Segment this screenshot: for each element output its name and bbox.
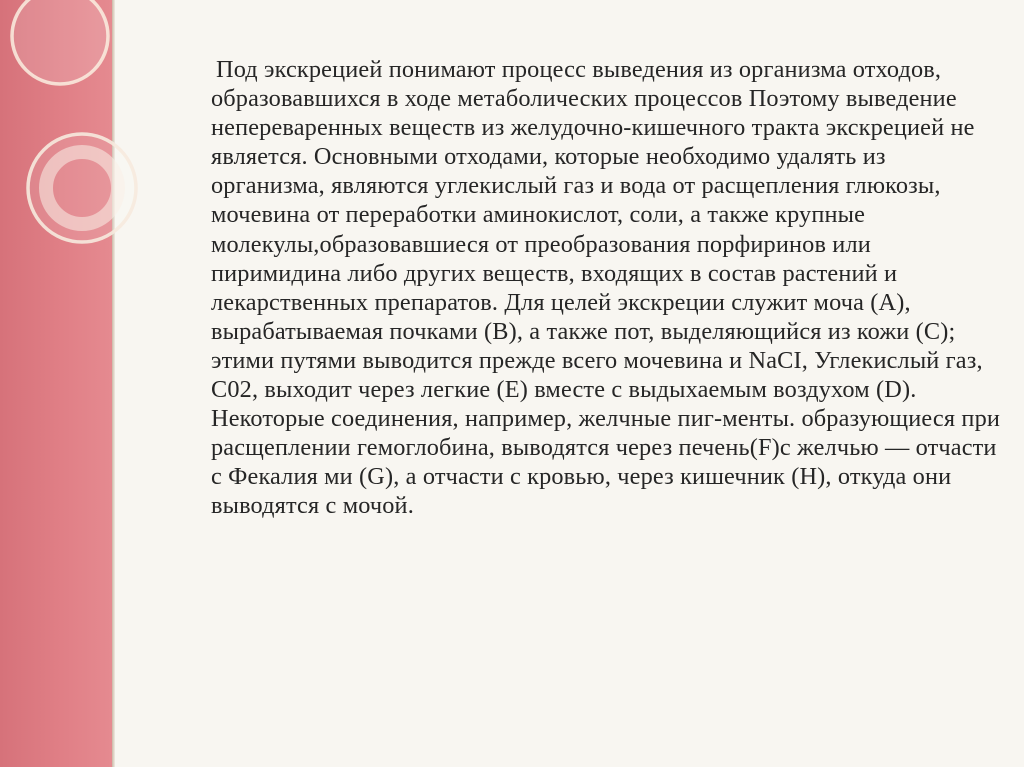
ring-top xyxy=(12,0,108,84)
decorative-rings xyxy=(0,0,160,300)
slide-body-text: Под экскрецией понимают процесс выведения из организма отходов, образовавшихся в ходе метаболических процессов Поэтому выведение непереваренных веществ из желудочно-кишечного тракта экскрецией не является. Основными отходами, которые необходимо удалять из организма, являются углекислый газ и вода от расщепления глюкозы, мочевина от переработки аминокислот, соли, а также крупные молекулы,образовавшиеся от преобразования порфиринов или пиримидина либо других веществ, входящих в состав растений и лекарственных препаратов. Для целей экскреции служит моча (A), вырабатываемая почками (B), а также пот, выделяющийся из кожи (C); этими путями выводится прежде всего мочевина и NaCI, Углекислый газ, С02, выходит через легкие (E) вместе с выдыхаемым воздухом (D). Некоторые соединения, например, желчные пиг-менты. образующиеся при расщеплении гемоглобина, выводятся через печень(F)с желчью — отчасти с Фекалия ми (G), а отчасти с кровью, через кишечник (H), откуда они выводятся с мочой. xyxy=(211,56,1001,520)
